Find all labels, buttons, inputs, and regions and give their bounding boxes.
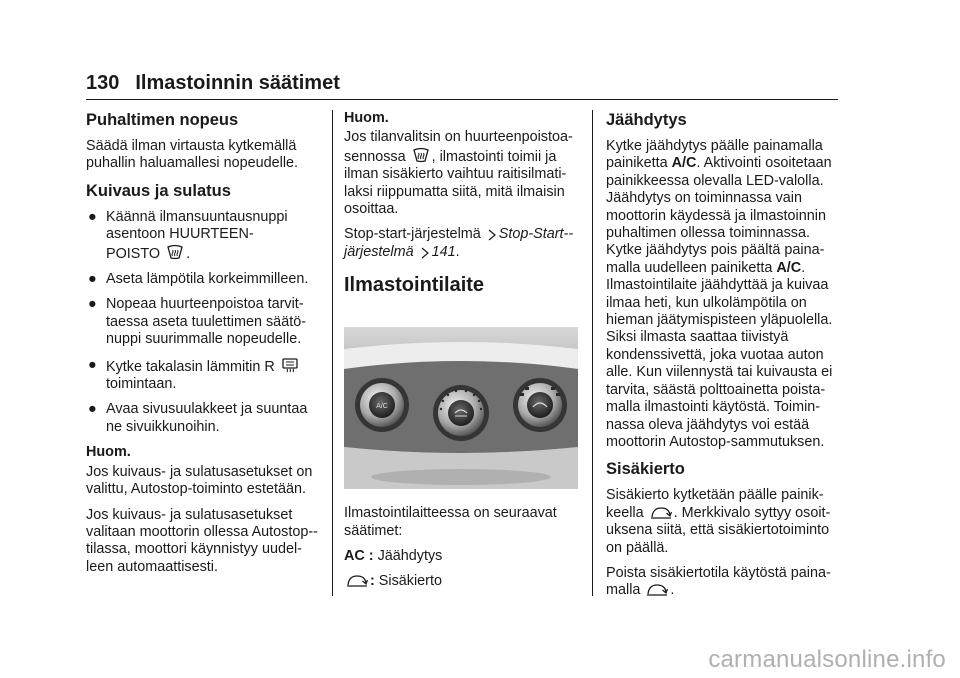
recirculation-icon bbox=[650, 506, 672, 520]
note-defrost-mode: Jos tilanvalitsin on huurteenpoistoa- sennossa , ilmastointi toimii ja ilman sisäkierto vaihtuu raitisilmati-laksi riippumatta siitä, mitä ilmaisin osoittaa. bbox=[344, 129, 573, 218]
column-divider-1 bbox=[332, 110, 333, 596]
page-number: 130 bbox=[86, 72, 120, 94]
climate-control-photo bbox=[344, 327, 578, 489]
recirculation-icon bbox=[346, 574, 368, 588]
legend-recirculation: : Sisäkierto bbox=[344, 573, 584, 590]
column-2 bbox=[344, 110, 584, 599]
stop-start-reference: Stop-start-järjestelmä Stop-Start--järjestelmä 141. bbox=[344, 226, 574, 260]
controls-legend bbox=[344, 548, 584, 591]
column-divider-2 bbox=[592, 110, 593, 596]
column-3 bbox=[606, 110, 844, 608]
header-rule bbox=[86, 99, 838, 100]
windshield-defrost-icon bbox=[412, 147, 430, 164]
page-title: Ilmastoinnin säätimet bbox=[135, 72, 340, 94]
heading-cooling: Jäähdytys bbox=[606, 111, 687, 129]
fan-speed-text: Säädä ilman virtausta kytkemällä puhallin haluamallesi nopeudelle. bbox=[86, 138, 299, 172]
note-text-2: Jos kuivaus- ja sulatusasetukset valitaan moottorin ollessa Autostop--tilassa, moottori käynnistyy uudel-leen automaattisesti. bbox=[86, 506, 318, 575]
legend-ac: AC : Jäähdytys bbox=[344, 548, 443, 565]
note-text-1: Jos kuivaus- ja sulatusasetukset on valittu, Autostop-toiminto estetään. bbox=[86, 463, 313, 498]
list-item: ● Avaa sivusuulakkeet ja suuntaa ne sivuikkunoihin. bbox=[88, 401, 308, 435]
rear-window-defrost-icon bbox=[281, 357, 299, 374]
note-label: Huom. bbox=[86, 444, 131, 461]
windshield-defrost-icon bbox=[166, 244, 184, 261]
reference-arrow-icon bbox=[420, 247, 430, 259]
reference-arrow-icon bbox=[487, 229, 497, 241]
recirculation-icon bbox=[646, 583, 668, 597]
list-item: ● Kytke takalasin lämmitin R toimintaan. bbox=[86, 357, 326, 394]
list-item: ● Aseta lämpötila korkeimmilleen. bbox=[88, 271, 309, 288]
cooling-text: Kytke jäähdytys päälle painamalla painiketta A/C. Aktivointi osoitetaan painikkeessa olevalla LED-valolla. Jäähdytys on toiminnassa vain moottorin käydessä ja ilmastoinnin puhaltimen ollessa toiminnassa. Kytke jäähdytys pois päältä paina-malla uudelleen painiketta A/C. Ilmastointilaite jäähdyttää ja kuivaa ilmaa heti, kun ulkolämpötila on hieman jäätymispisteen yläpuolella. Siksi ilmasta saattaa tiivistyä kondenssivettä, joka vuotaa auton alle. Kun viilennystä tai kuivausta ei tarvita, säästä polttoainetta poista-malla ilmastointi käytöstä. Toimin-nassa oleva jäähdytys voi estää moottorin Autostop-sammutuksen. bbox=[606, 138, 833, 450]
watermark: carmanualsonline.info bbox=[708, 646, 946, 673]
heading-defrost: Kuivaus ja sulatus bbox=[86, 181, 231, 200]
list-item: ● Nopeaa huurteenpoistoa tarvit-taessa aseta tuulettimen säätö-nuppi suurimmalle nopeudelle. bbox=[88, 296, 306, 348]
heading-fan-speed: Puhaltimen nopeus bbox=[86, 111, 239, 129]
defrost-steps bbox=[86, 209, 326, 436]
stop-start-link[interactable]: Stop-Start--järjestelmä bbox=[344, 226, 574, 260]
note-label: Huom. bbox=[344, 110, 389, 126]
heading-recirculation: Sisäkierto bbox=[606, 460, 685, 479]
list-item: ● Käännä ilmansuuntausnuppi asentoon HUURTEEN- POISTO . bbox=[88, 208, 288, 262]
column-1 bbox=[86, 110, 326, 584]
recirculation-text-2: Poista sisäkiertotila käytöstä paina- malla . bbox=[606, 564, 831, 599]
ac-button-label: A/C bbox=[376, 403, 388, 411]
recirculation-text-1: Sisäkierto kytketään päälle painik- keella . Merkkivalo syttyy osoit-uksena siitä, että sisäkiertotoiminto on päällä. bbox=[606, 487, 831, 556]
page-header bbox=[86, 72, 340, 95]
heading-air-conditioning: Ilmastointilaite bbox=[344, 274, 485, 297]
photo-caption: Ilmastointilaitteessa on seuraavat säätimet: bbox=[344, 505, 557, 539]
stop-start-page[interactable]: 141 bbox=[431, 243, 456, 260]
